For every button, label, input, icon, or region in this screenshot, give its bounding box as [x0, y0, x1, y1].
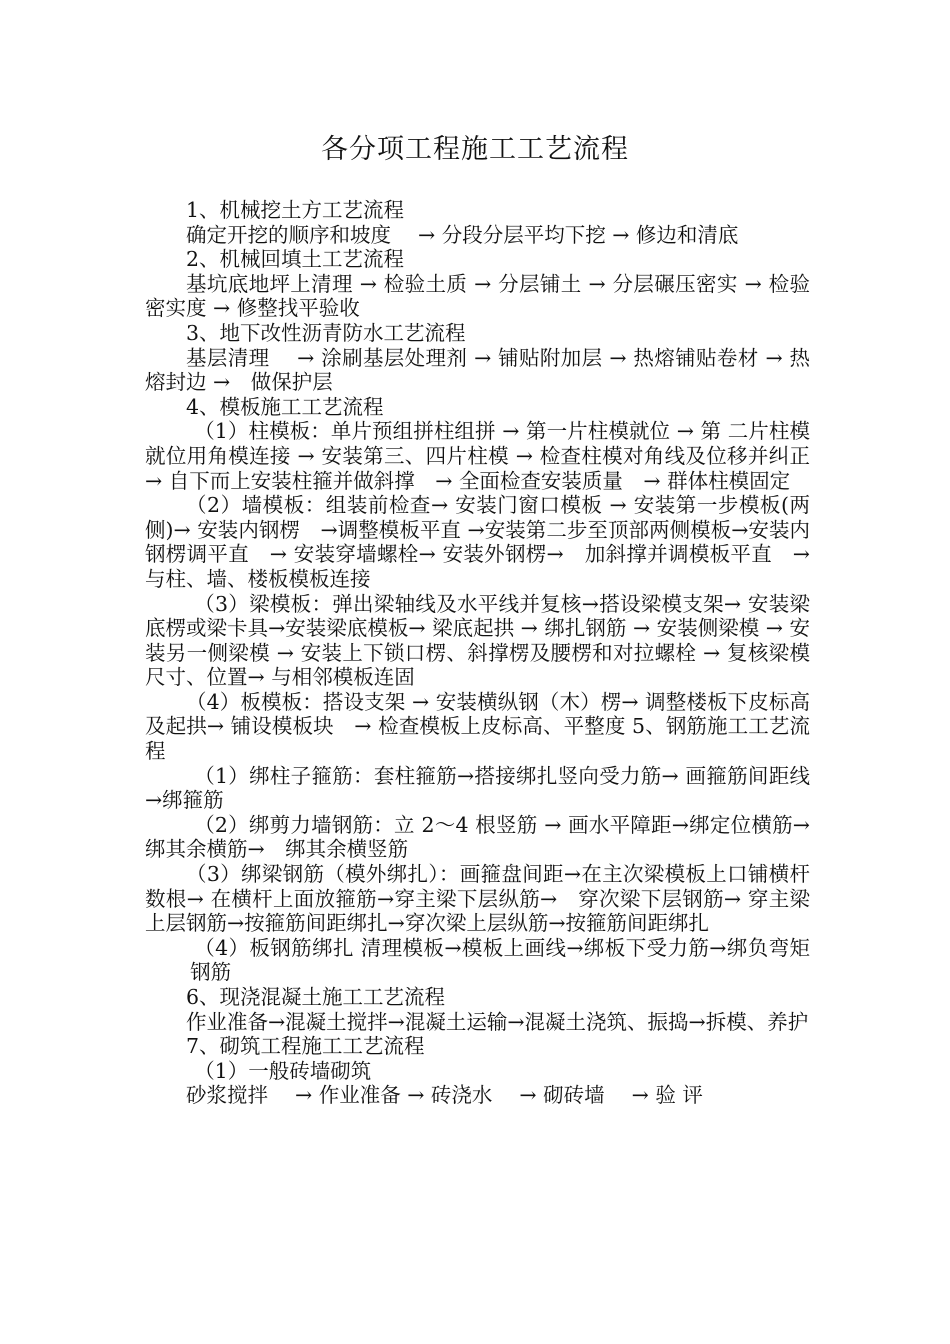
- paragraph: 确定开挖的顺序和坡度 → 分段分层平均下挖 → 修边和清底: [186, 222, 739, 247]
- paragraph: 2、机械回填土工艺流程: [186, 247, 405, 272]
- paragraph: （4）板模板：搭设支架 → 安装横纵钢（木）楞→ 调整楼板下皮标高及起拱→ 铺设模板块 → 检查模板上皮标高、平整度 5、钢筋施工工艺流程: [145, 689, 810, 764]
- paragraph: （4）板钢筋绑扎 清理模板→模板上画线→绑板下受力筋→绑负弯矩钢筋: [190, 935, 810, 985]
- paragraph: 作业准备→混凝土搅拌→混凝土运输→混凝土浇筑、振捣→拆模、养护: [186, 1009, 809, 1034]
- paragraph: （2）墙模板：组装前检查→ 安装门窗口模板 → 安装第一步模板(两侧)→ 安装内钢楞 →调整模板平直 →安装第二步至顶部两侧模板→安装内钢楞调平直 → 安装穿墙螺栓→ 安装外钢楞→ 加斜撑并调模板平直 → 与柱、墙、楼板模板连接: [145, 493, 810, 591]
- paragraph: 1、机械挖土方工艺流程: [186, 198, 405, 222]
- document-title: 各分项工程施工工艺流程: [321, 134, 629, 165]
- paragraph: 基层清理 → 涂刷基层处理剂 → 铺贴附加层 → 热熔铺贴卷材 → 热熔封边 → 做保护层: [145, 345, 810, 395]
- paragraph: （1）绑柱子箍筋：套柱箍筋→搭接绑扎竖向受力筋→ 画箍筋间距线→绑箍筋: [145, 763, 810, 813]
- paragraph: （1）一般砖墙砌筑: [194, 1058, 372, 1083]
- paragraph: （3）绑梁钢筋（模外绑扎）：画箍盘间距→在主次梁模板上口铺横杆数根→ 在横杆上面放箍筋→穿主梁下层纵筋→ 穿次梁下层钢筋→ 穿主梁上层钢筋→按箍筋间距绑扎→穿次梁上层纵筋→按箍筋间距绑扎: [145, 862, 810, 936]
- paragraph: 6、现浇混凝土施工工艺流程: [186, 985, 446, 1009]
- document-body: [145, 198, 810, 1108]
- paragraph: （1）柱模板：单片预组拼柱组拼 → 第一片柱模就位 → 第 二片柱模就位用角模连接 → 安装第三、四片柱模 → 检查柱模对角线及位移并纠正 → 自下而上安装柱箍并做斜撑 → 全面检查安装质量 → 群体柱模固定: [145, 419, 810, 493]
- paragraph: 基坑底地坪上清理 → 检验土质 → 分层铺土 → 分层碾压密实 → 检验密实度 → 修整找平验收: [145, 271, 810, 321]
- paragraph: （3）梁模板：弹出梁轴线及水平线并复核→搭设梁模支架→ 安装梁底楞或梁卡具→安装梁底模板→ 梁底起拱 → 绑扎钢筋 → 安装侧梁模 → 安装另一侧梁模 → 安装上下锁口楞、斜撑楞及腰楞和对拉螺栓 → 复核梁模尺寸、位置→ 与相邻模板连固: [145, 591, 810, 690]
- paragraph: 3、地下改性沥青防水工艺流程: [186, 320, 466, 345]
- paragraph: （2）绑剪力墙钢筋：立 2～4 根竖筋 → 画水平障距→绑定位横筋→绑其余横筋→ 绑其余横竖筋: [145, 812, 810, 862]
- paragraph: 4、模板施工工艺流程: [186, 394, 384, 419]
- paragraph: 砂浆搅拌 → 作业准备 → 砖浇水 → 砌砖墙 → 验 评: [186, 1083, 703, 1108]
- paragraph: 7、砌筑工程施工工艺流程: [186, 1034, 425, 1059]
